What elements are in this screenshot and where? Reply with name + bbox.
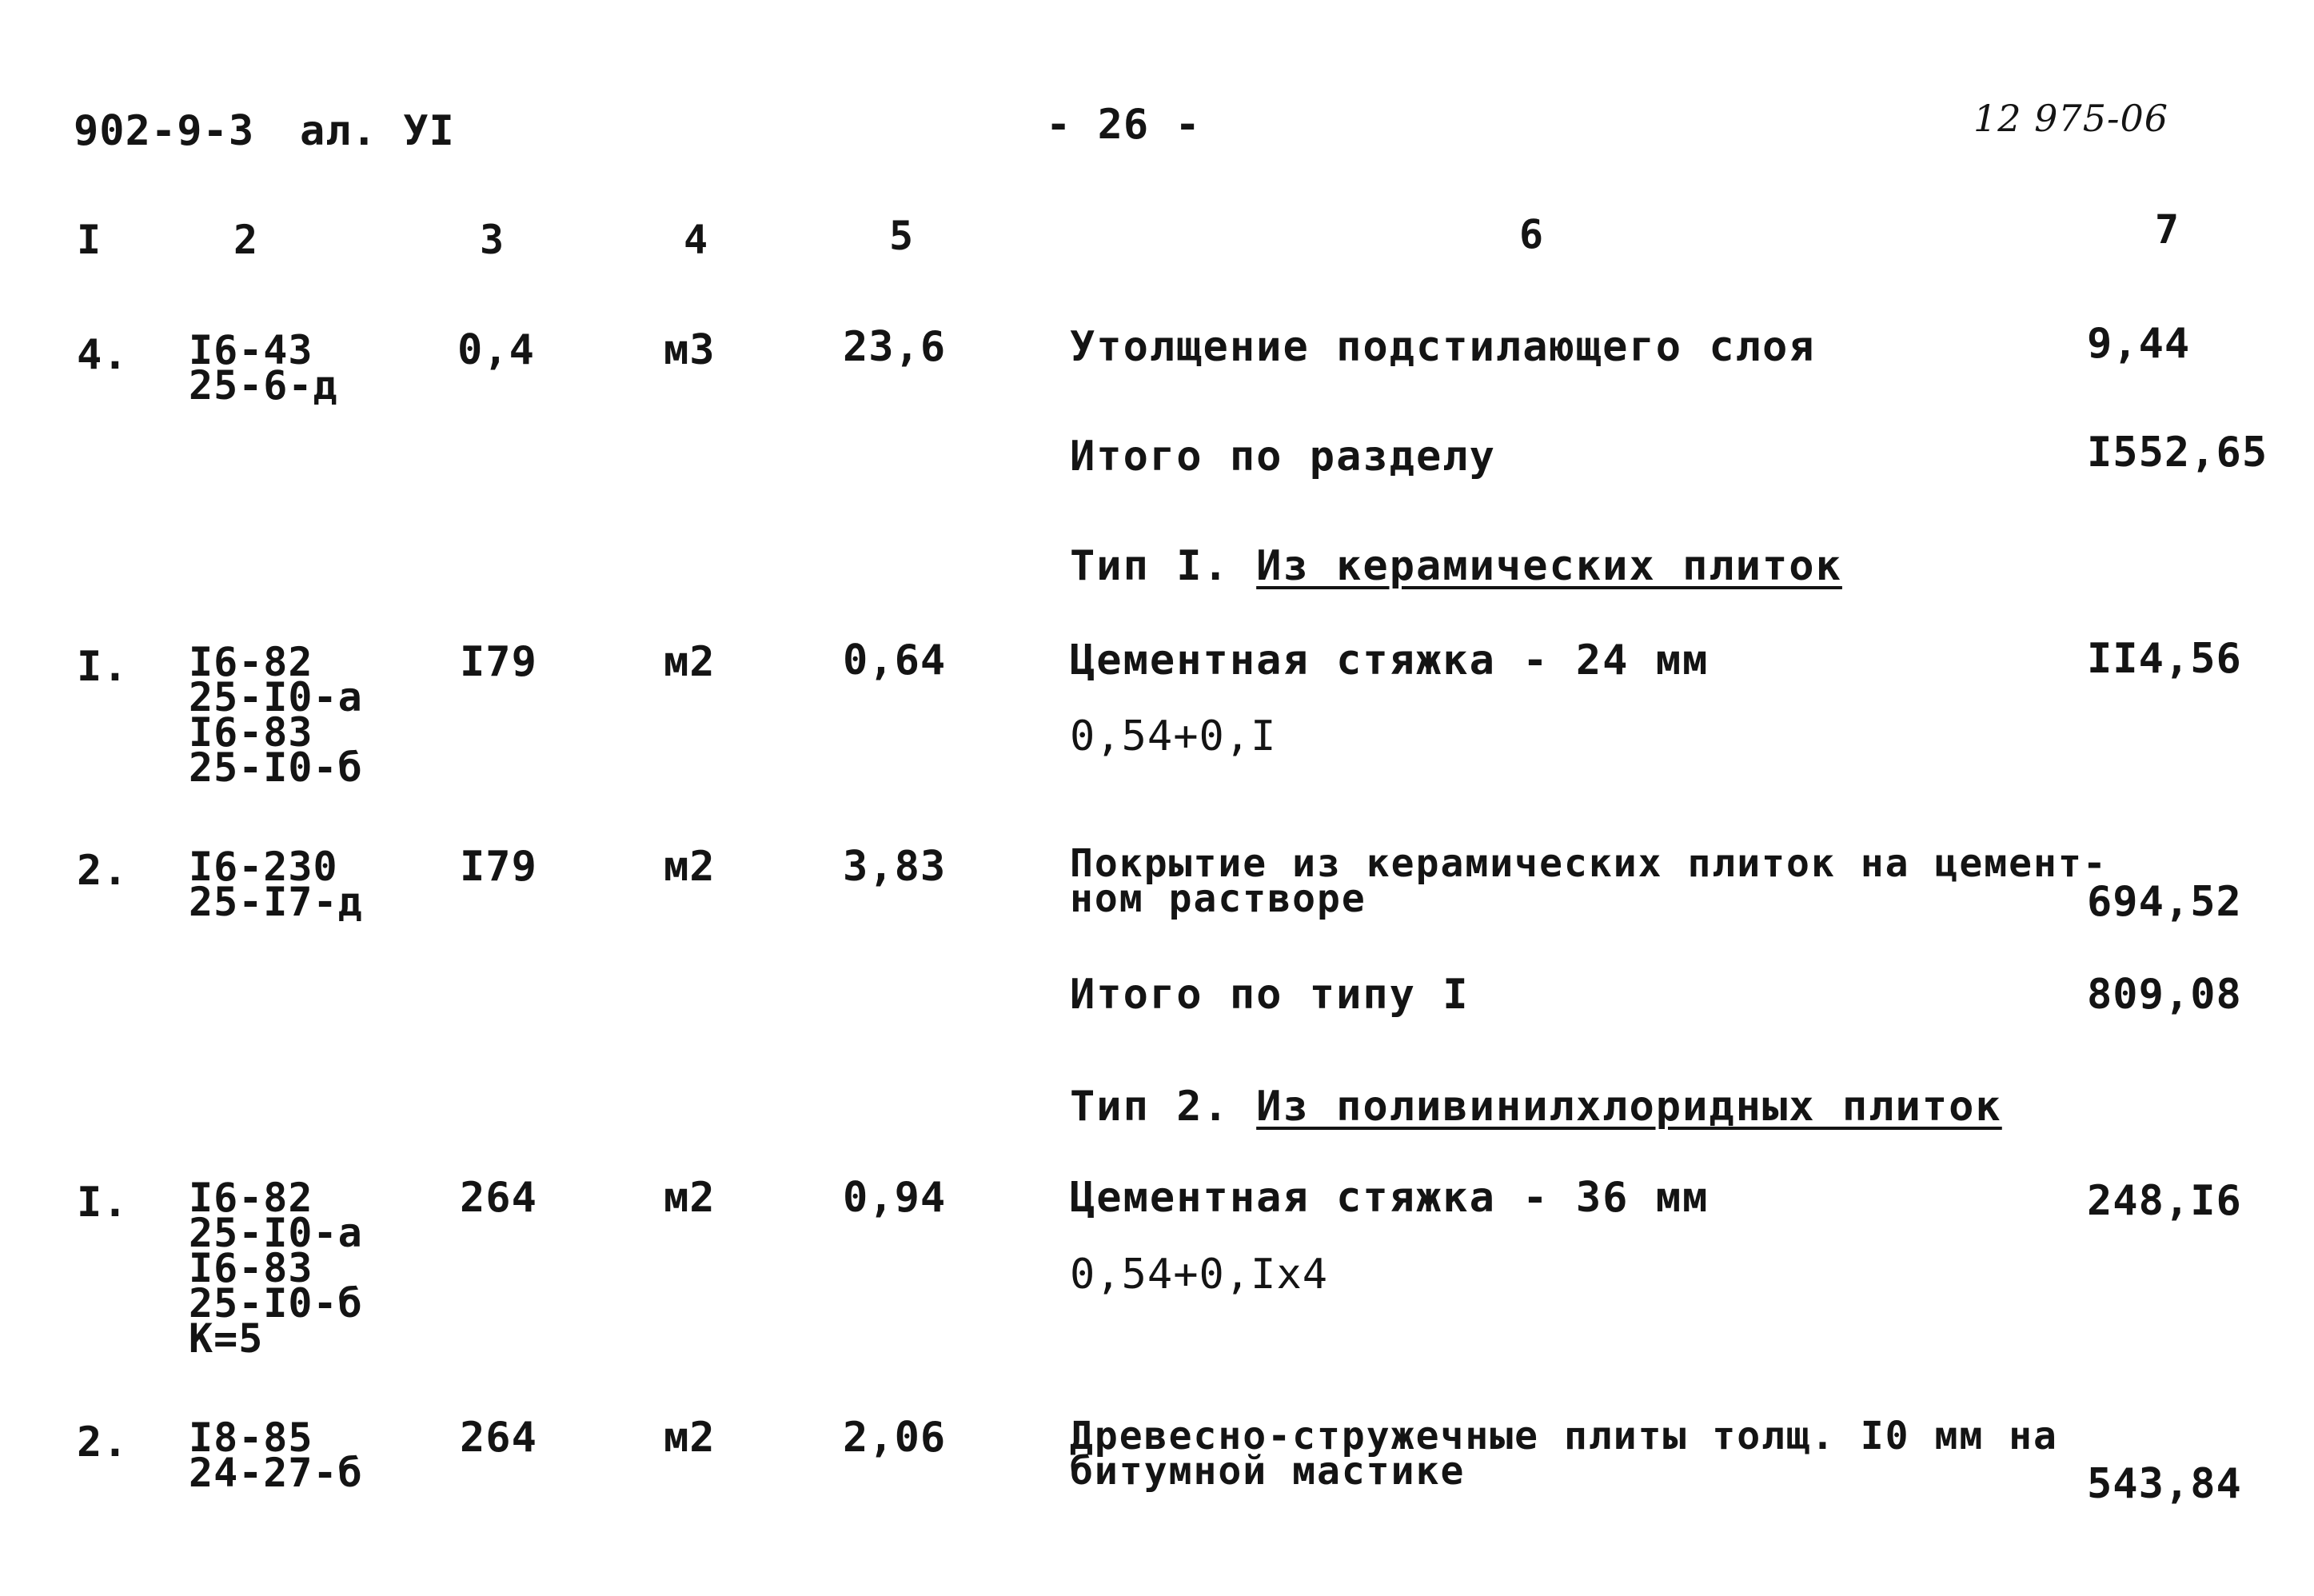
unit-price: 0,64	[843, 636, 947, 684]
price-code: 25-I7-д	[189, 879, 363, 925]
price-code: 24-27-б	[189, 1450, 363, 1496]
price-code: 25-6-д	[189, 362, 338, 409]
price-code: I6-230	[189, 844, 338, 890]
column-header-1: I	[77, 217, 102, 263]
type-subtotal-label: Итого по типу I	[1070, 971, 1470, 1019]
row-number: I.	[77, 1179, 129, 1227]
work-description	[1070, 841, 2108, 921]
price-code: I6-82	[189, 1175, 313, 1221]
unit-price: 0,94	[843, 1174, 947, 1222]
description-line: Древесно-стружечные плиты толщ. I0 мм на	[1070, 1414, 2058, 1458]
type-title: Из поливинилхлоридных плиток	[1256, 1083, 2002, 1131]
unit-price: 2,06	[843, 1414, 947, 1462]
column-header-4: 4	[684, 217, 709, 263]
work-description: Цементная стяжка - 36 мм	[1070, 1174, 1710, 1222]
work-description	[1070, 1414, 2058, 1494]
unit-price: 3,83	[843, 843, 947, 891]
unit: м2	[664, 638, 716, 686]
type-prefix: Тип 2.	[1070, 1083, 1230, 1131]
column-header-2: 2	[233, 217, 259, 263]
row-total: 543,84	[2087, 1460, 2242, 1508]
quantity: 264	[460, 1414, 537, 1462]
row-number: I.	[77, 643, 129, 691]
price-codes	[189, 844, 363, 925]
price-codes	[189, 639, 363, 791]
row-total: 694,52	[2087, 878, 2242, 926]
price-code: I6-82	[189, 639, 313, 685]
description-line: ном растворе	[1070, 876, 1366, 921]
type-heading	[1070, 1083, 2002, 1131]
price-code: I6-83	[189, 709, 313, 756]
row-total: II4,56	[2087, 635, 2242, 683]
page-number: - 26 -	[1046, 101, 1201, 149]
price-code: I6-83	[189, 1245, 313, 1291]
type-prefix: Тип I.	[1070, 542, 1230, 590]
price-code: 25-I0-а	[189, 674, 363, 720]
row-total: 9,44	[2087, 320, 2191, 368]
column-header-5: 5	[889, 213, 915, 259]
section-subtotal-value: I552,65	[2087, 429, 2268, 477]
unit: м2	[664, 843, 716, 891]
type-title: Из керамических плиток	[1256, 542, 1842, 590]
unit: м2	[664, 1174, 716, 1222]
document-code: 902-9-3	[74, 107, 255, 155]
quantity: 264	[460, 1174, 537, 1222]
price-code: 25-I0-а	[189, 1210, 363, 1256]
description-line: битумной мастике	[1070, 1449, 1466, 1494]
work-description: Утолщение подстилающего слоя	[1070, 323, 1816, 371]
unit-price: 23,6	[843, 323, 947, 371]
calculation-formula: 0,54+0,Iх4	[1070, 1251, 1329, 1299]
calculation-formula: 0,54+0,I	[1070, 712, 1277, 760]
row-number: 2.	[77, 847, 129, 895]
work-description: Цементная стяжка - 24 мм	[1070, 636, 1710, 684]
archive-stamp-number: 12 975-06	[1973, 97, 2169, 140]
description-line: Покрытие из керамических плиток на цемент-	[1070, 841, 2108, 886]
quantity: I79	[460, 843, 537, 891]
row-number: 2.	[77, 1418, 129, 1466]
price-codes	[189, 1175, 363, 1362]
price-code: 25-I0-б	[189, 744, 363, 791]
price-code: I6-43	[189, 327, 313, 373]
price-codes	[189, 327, 338, 409]
price-code: 25-I0-б	[189, 1280, 363, 1327]
unit: м2	[664, 1414, 716, 1462]
album-number: ал. УI	[300, 107, 455, 155]
price-code: I8-85	[189, 1414, 313, 1461]
row-total: 248,I6	[2087, 1177, 2242, 1225]
row-number: 4.	[77, 331, 129, 379]
price-codes	[189, 1414, 363, 1496]
section-subtotal-label: Итого по разделу	[1070, 433, 1496, 481]
quantity: 0,4	[457, 326, 535, 374]
quantity: I79	[460, 638, 537, 686]
column-header-7: 7	[2155, 206, 2180, 253]
coefficient: К=5	[189, 1315, 264, 1362]
type-subtotal-value: 809,08	[2087, 971, 2242, 1019]
column-header-3: 3	[480, 217, 505, 263]
column-header-6: 6	[1519, 211, 1545, 257]
type-heading	[1070, 542, 1842, 590]
unit: м3	[664, 326, 716, 374]
